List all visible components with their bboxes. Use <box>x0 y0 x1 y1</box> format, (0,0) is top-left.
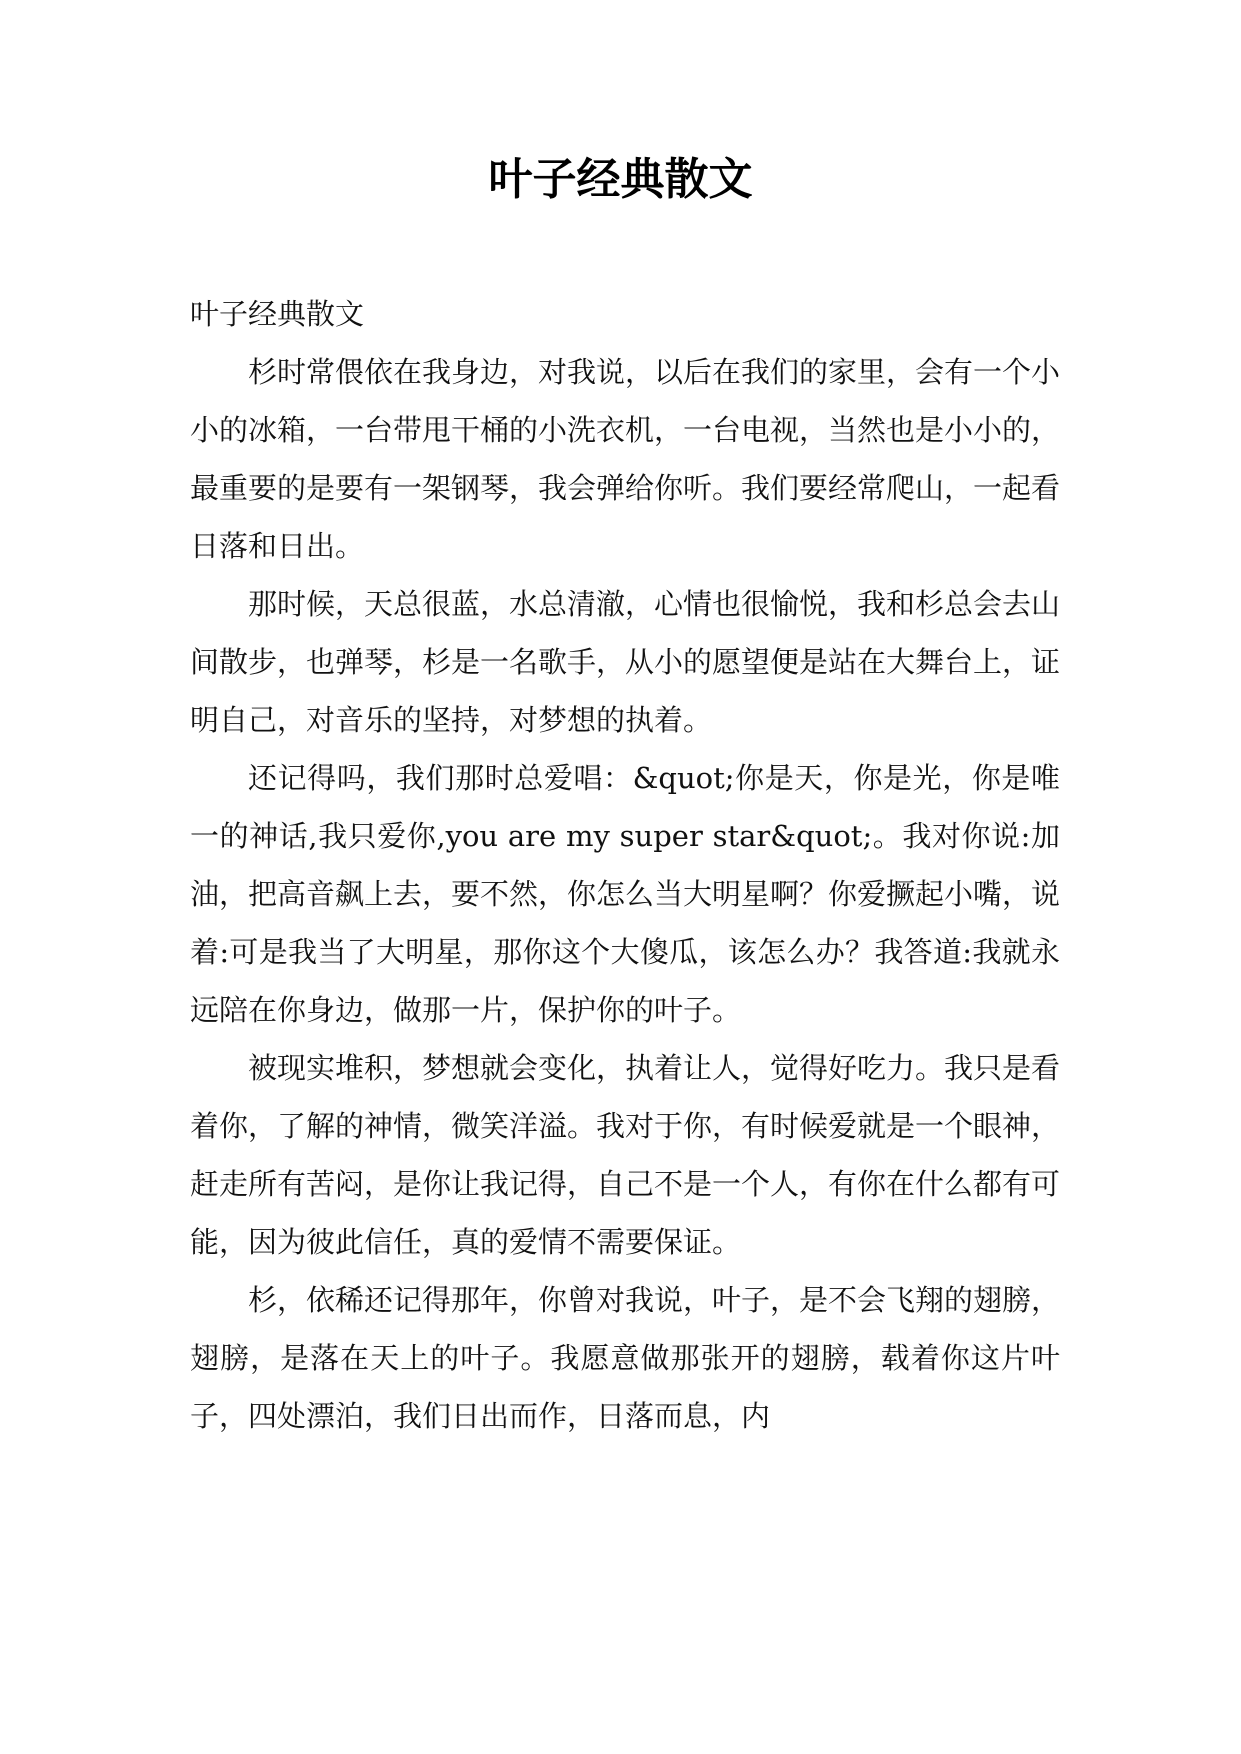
document-subtitle: 叶子经典散文 <box>190 297 365 331</box>
paragraph-3: 还记得吗，我们那时总爱唱：&quot;你是天，你是光，你是唯一的神话,我只爱你,you are my super star&quot;。我对你说:加油，把高音飙上去，要不然，你怎么当大明星啊？你爱撅起小嘴，说着:可是我当了大明星，那你这个大傻瓜，该怎么办？我答道:我就永远陪在你身边，做那一片，保护你的叶子。 <box>190 761 1061 1027</box>
document-body <box>190 285 1060 1445</box>
paragraph-2: 那时候，天总很蓝，水总清澈，心情也很愉悦，我和杉总会去山间散步，也弹琴，杉是一名歌手，从小的愿望便是站在大舞台上，证明自己，对音乐的坚持，对梦想的执着。 <box>190 587 1061 737</box>
paragraph-4: 被现实堆积，梦想就会变化，执着让人，觉得好吃力。我只是看着你，了解的神情，微笑洋溢。我对于你，有时候爱就是一个眼神，赶走所有苦闷，是你让我记得，自己不是一个人，有你在什么都有可能，因为彼此信任，真的爱情不需要保证。 <box>190 1051 1061 1259</box>
document-title: 叶子经典散文 <box>488 154 753 205</box>
paragraph-1: 杉时常偎依在我身边，对我说，以后在我们的家里，会有一个小小的冰箱，一台带甩干桶的小洗衣机，一台电视，当然也是小小的，最重要的是要有一架钢琴，我会弹给你听。我们要经常爬山，一起看日落和日出。 <box>190 355 1061 563</box>
paragraph-5: 杉，依稀还记得那年，你曾对我说，叶子，是不会飞翔的翅膀，翅膀，是落在天上的叶子。我愿意做那张开的翅膀，载着你这片叶子，四处漂泊，我们日出而作，日落而息，内 <box>190 1283 1061 1433</box>
